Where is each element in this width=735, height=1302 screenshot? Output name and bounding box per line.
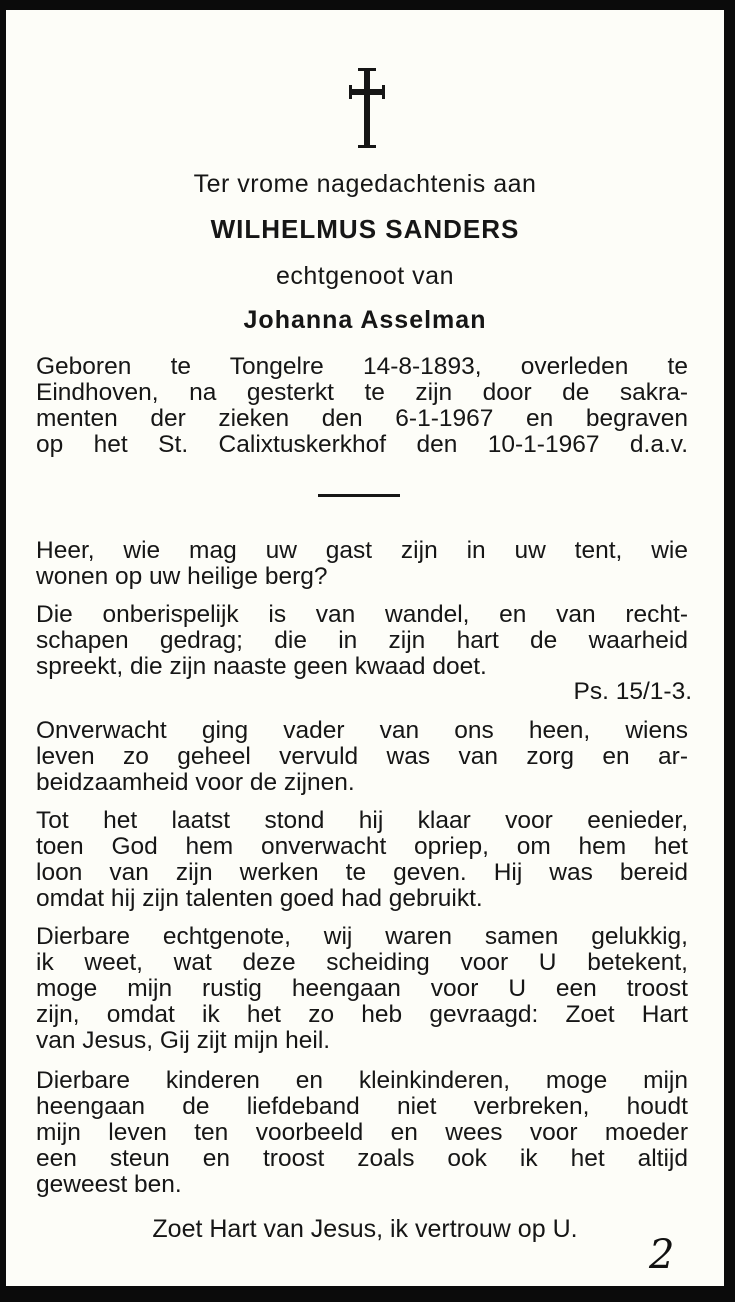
- biography-line: Geboren te Tongelre 14-8-1893, overleden te: [36, 353, 688, 380]
- text-line: leven zo geheel vervuld was van zorg en ar-: [36, 743, 688, 770]
- biography-line: menten der zieken den 6-1-1967 en begraven: [36, 405, 688, 432]
- psalm-question: [36, 538, 688, 590]
- paragraph-spouse: [36, 924, 688, 1054]
- text-line: ik weet, wat deze scheiding voor U betekent,: [36, 949, 688, 976]
- deceased-name: WILHELMUS SANDERS: [210, 214, 520, 244]
- text-line: zijn, omdat ik het zo heb gevraagd: Zoet Hart: [36, 1001, 688, 1028]
- psalm-answer: [36, 602, 688, 680]
- text-line: Heer, wie mag uw gast zijn in uw tent, wie: [36, 537, 688, 564]
- memorial-intro: Ter vrome nagedachtenis aan: [193, 170, 537, 198]
- text-line: moge mijn rustig heengaan voor U een troost: [36, 975, 688, 1002]
- closing-prayer: Zoet Hart van Jesus, ik vertrouw op U.: [152, 1215, 578, 1243]
- biography: [36, 354, 688, 458]
- paragraph-ready: [36, 808, 688, 912]
- psalm-reference: Ps. 15/1-3.: [573, 678, 692, 705]
- text-line: geweest ben.: [36, 1171, 182, 1198]
- biography-line: op het St. Calixtuskerkhof den 10-1-1967 d.a.v.: [36, 431, 688, 458]
- paragraph-father: [36, 718, 688, 796]
- text-line: Dierbare echtgenote, wij waren samen gelukkig,: [36, 923, 688, 950]
- memorial-card: [6, 10, 724, 1286]
- divider: [318, 494, 400, 497]
- spouse-intro: echtgenoot van: [276, 262, 454, 290]
- text-line: omdat hij zijn talenten goed had gebruikt.: [36, 885, 483, 912]
- text-line: toen God hem onverwacht opriep, om hem het: [36, 833, 688, 860]
- biography-line: Eindhoven, na gesterkt te zijn door de sakra-: [36, 379, 688, 406]
- text-line: van Jesus, Gij zijt mijn heil.: [36, 1027, 331, 1054]
- text-line: Tot het laatst stond hij klaar voor eenieder,: [36, 807, 688, 834]
- handwritten-mark: 2: [649, 1232, 675, 1278]
- text-line: Die onberispelijk is van wandel, en van recht-: [36, 601, 688, 628]
- cross-icon: [346, 66, 388, 150]
- text-line: een steun en troost zoals ook ik het altijd: [36, 1145, 688, 1172]
- text-line: heengaan de liefdeband niet verbreken, houdt: [36, 1093, 688, 1120]
- text-line: schapen gedrag; die in zijn hart de waarheid: [36, 627, 688, 654]
- text-line: spreekt, die zijn naaste geen kwaad doet.: [36, 653, 487, 680]
- text-line: beidzaamheid voor de zijnen.: [36, 769, 355, 796]
- text-line: loon van zijn werken te geven. Hij was bereid: [36, 859, 688, 886]
- paragraph-children: [36, 1068, 688, 1198]
- text-line: Dierbare kinderen en kleinkinderen, moge mijn: [36, 1067, 688, 1094]
- spouse-name: Johanna Asselman: [243, 306, 487, 334]
- text-line: Onverwacht ging vader van ons heen, wiens: [36, 717, 688, 744]
- text-line: wonen op uw heilige berg?: [36, 563, 328, 590]
- text-line: mijn leven ten voorbeeld en wees voor moeder: [36, 1119, 688, 1146]
